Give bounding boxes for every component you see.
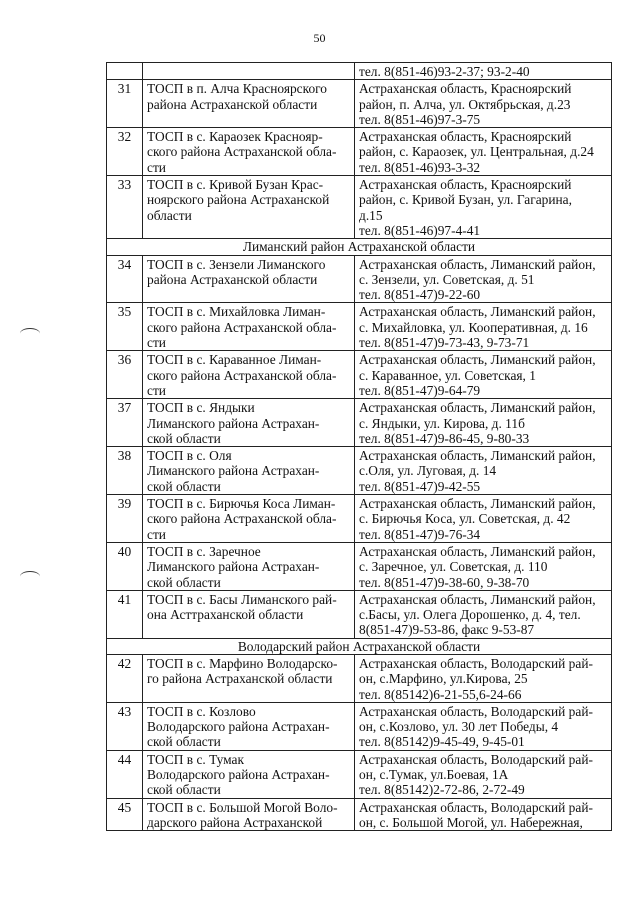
page-number: 50 <box>313 31 326 45</box>
address-line: Астраханская область, Лиманский район, <box>359 448 596 464</box>
org-name-line: ТОСП в п. Алча Красноярского <box>147 81 327 97</box>
org-name-line: ТОСП в с. Большой Могой Воло- <box>147 799 338 815</box>
org-name-cell <box>143 654 355 702</box>
punch-hole-mark-upper <box>20 328 40 339</box>
address-line: тел. 8(851-47)9-22-60 <box>359 287 481 303</box>
address-cell <box>355 750 612 798</box>
address-line: Астраханская область, Лиманский район, <box>359 543 596 559</box>
address-line: район, с. Караозек, ул. Центральная, д.24 <box>359 144 594 160</box>
punch-hole-mark-lower <box>20 571 40 582</box>
address-line: с.Басы, ул. Олега Дорошенко, д. 4, тел. <box>359 607 581 623</box>
address-cell <box>355 590 612 638</box>
org-name-line: сти <box>147 382 166 398</box>
table-row <box>107 176 612 239</box>
contact-line: тел. 8(851-46)93-2-37; 93-2-40 <box>359 64 530 79</box>
address-line: Астраханская область, Красноярский <box>359 81 572 97</box>
org-name-line: ТОСП в с. Яндыки <box>147 400 255 416</box>
org-name-line: ТОСП в с. Бирючья Коса Лиман- <box>147 496 336 512</box>
org-name-cell <box>143 63 355 80</box>
org-name-line: района Астраханской области <box>147 271 318 287</box>
org-name-line: района Астраханской области <box>147 96 318 112</box>
table-row <box>107 590 612 638</box>
table-row <box>107 80 612 128</box>
table-row <box>107 255 612 303</box>
organizations-table <box>106 62 612 831</box>
address-cell <box>355 128 612 176</box>
org-name-line: ской области <box>147 430 221 446</box>
address-cell <box>355 303 612 351</box>
address-line: с. Михайловка, ул. Кооперативная, д. 16 <box>359 319 588 335</box>
row-number: 39 <box>107 495 143 543</box>
address-line: тел. 8(85142)2-72-86, 2-72-49 <box>359 782 525 798</box>
address-cell <box>355 542 612 590</box>
org-name-cell <box>143 128 355 176</box>
table-row <box>107 702 612 750</box>
table-row <box>107 399 612 447</box>
org-name-line: ской области <box>147 734 221 750</box>
org-name-line: ского района Астраханской обла- <box>147 511 337 527</box>
address-line: Астраханская область, Володарский рай- <box>359 703 593 719</box>
address-line: район, с. Кривой Бузан, ул. Гагарина, <box>359 192 572 208</box>
section-title: Лиманский район Астраханской области <box>107 239 612 255</box>
address-line: Астраханская область, Лиманский район, <box>359 400 596 416</box>
org-name-line: ского района Астраханской обла- <box>147 319 337 335</box>
org-name-line: ской области <box>147 478 221 494</box>
address-line: он, с.Козлово, ул. 30 лет Победы, 4 <box>359 719 559 735</box>
address-cell <box>355 798 612 831</box>
org-name-line: ТОСП в с. Марфино Володарско- <box>147 655 338 671</box>
org-name-line: ТОСП в с. Басы Лиманского рай- <box>147 591 337 607</box>
org-name-line: она Асттраханской области <box>147 607 304 623</box>
table-row <box>107 447 612 495</box>
section-header-row <box>107 638 612 654</box>
org-name-cell <box>143 590 355 638</box>
org-name-line: ТОСП в с. Заречное <box>147 543 261 559</box>
address-line: Астраханская область, Володарский рай- <box>359 799 593 815</box>
address-line: тел. 8(851-47)9-42-55 <box>359 478 481 494</box>
address-cell <box>355 447 612 495</box>
address-line: с. Караванное, ул. Советская, 1 <box>359 367 536 383</box>
org-name-cell <box>143 255 355 303</box>
row-number: 31 <box>107 80 143 128</box>
row-number: 45 <box>107 798 143 831</box>
row-number: 42 <box>107 654 143 702</box>
org-name-line: го района Астраханской области <box>147 671 333 687</box>
org-name-line: ского района Астраханской обла- <box>147 367 337 383</box>
org-name-cell <box>143 351 355 399</box>
org-name-line: Лиманского района Астрахан- <box>147 559 320 575</box>
org-name-line: ской области <box>147 574 221 590</box>
address-line: тел. 8(851-47)9-64-79 <box>359 382 481 398</box>
org-name-line: ТОСП в с. Зензели Лиманского <box>147 256 326 272</box>
org-name-cell <box>143 303 355 351</box>
address-line: Астраханская область, Лиманский район, <box>359 256 596 272</box>
address-line: тел. 8(851-47)9-73-43, 9-73-71 <box>359 335 530 351</box>
org-name-line: области <box>147 207 192 223</box>
address-line: он, с.Тумак, ул.Боевая, 1А <box>359 767 509 783</box>
org-name-line: ТОСП в с. Козлово <box>147 703 256 719</box>
address-line: 8(851-47)9-53-86, факс 9-53-87 <box>359 622 535 638</box>
row-number: 40 <box>107 542 143 590</box>
address-cell <box>355 702 612 750</box>
address-line: с. Зензели, ул. Советская, д. 51 <box>359 271 535 287</box>
address-line: Астраханская область, Лиманский район, <box>359 304 596 320</box>
address-line: район, п. Алча, ул. Октябрьская, д.23 <box>359 96 571 112</box>
address-line: Астраханская область, Красноярский <box>359 177 572 193</box>
address-line: тел. 8(851-46)93-3-32 <box>359 159 481 175</box>
address-line: с. Заречное, ул. Советская, д. 110 <box>359 559 548 575</box>
table-row <box>107 542 612 590</box>
org-name-line: Лиманского района Астрахан- <box>147 415 320 431</box>
table-row <box>107 798 612 831</box>
address-line: с.Оля, ул. Луговая, д. 14 <box>359 463 497 479</box>
table-row <box>107 654 612 702</box>
org-name-cell <box>143 702 355 750</box>
row-number: 44 <box>107 750 143 798</box>
address-cell <box>355 654 612 702</box>
org-name-cell <box>143 80 355 128</box>
org-name-cell <box>143 176 355 239</box>
org-name-line: ТОСП в с. Оля <box>147 448 232 464</box>
table-row <box>107 495 612 543</box>
row-number: 38 <box>107 447 143 495</box>
row-number: 34 <box>107 255 143 303</box>
org-name-line: ТОСП в с. Караозек Краснояр- <box>147 129 323 145</box>
address-line: тел. 8(851-46)97-4-41 <box>359 222 481 238</box>
address-line: Астраханская область, Володарский рай- <box>359 655 593 671</box>
org-name-cell <box>143 750 355 798</box>
address-cell <box>355 63 612 80</box>
address-line: с. Бирючья Коса, ул. Советская, д. 42 <box>359 511 571 527</box>
address-line: он, с.Марфино, ул.Кирова, 25 <box>359 671 528 687</box>
table-row <box>107 351 612 399</box>
address-line: тел. 8(851-47)9-86-45, 9-80-33 <box>359 430 530 446</box>
row-number: 43 <box>107 702 143 750</box>
section-title: Володарский район Астраханской области <box>107 638 612 654</box>
row-number: 35 <box>107 303 143 351</box>
org-name-line: Володарского района Астрахан- <box>147 719 330 735</box>
org-name-cell <box>143 399 355 447</box>
address-line: с. Яндыки, ул. Кирова, д. 11б <box>359 415 525 431</box>
address-line: Астраханская область, Володарский рай- <box>359 751 593 767</box>
org-name-cell <box>143 798 355 831</box>
row-number: 37 <box>107 399 143 447</box>
org-name-line: ноярского района Астраханской <box>147 192 330 208</box>
table-row <box>107 303 612 351</box>
org-name-line: ТОСП в с. Михайловка Лиман- <box>147 304 326 320</box>
address-cell <box>355 399 612 447</box>
address-line: тел. 8(85142)9-45-49, 9-45-01 <box>359 734 525 750</box>
org-name-line: ТОСП в с. Кривой Бузан Крас- <box>147 177 324 193</box>
address-line: тел. 8(851-47)9-38-60, 9-38-70 <box>359 574 530 590</box>
org-name-line: ТОСП в с. Караванное Лиман- <box>147 352 322 368</box>
address-cell <box>355 176 612 239</box>
org-name-line: сти <box>147 335 166 351</box>
org-name-cell <box>143 542 355 590</box>
table-row <box>107 750 612 798</box>
table-row-continued <box>107 63 612 80</box>
table-row <box>107 128 612 176</box>
address-line: Астраханская область, Красноярский <box>359 129 572 145</box>
address-line: он, с. Большой Могой, ул. Набережная, <box>359 814 583 830</box>
org-name-line: сти <box>147 526 166 542</box>
address-line: Астраханская область, Лиманский район, <box>359 352 596 368</box>
org-name-line: ТОСП в с. Тумак <box>147 751 244 767</box>
row-number: 33 <box>107 176 143 239</box>
org-name-cell <box>143 447 355 495</box>
org-name-line: Володарского района Астрахан- <box>147 767 330 783</box>
address-line: тел. 8(85142)6-21-55,6-24-66 <box>359 686 522 702</box>
row-number: 41 <box>107 590 143 638</box>
address-cell <box>355 80 612 128</box>
address-cell <box>355 495 612 543</box>
address-cell <box>355 255 612 303</box>
org-name-cell <box>143 495 355 543</box>
address-line: тел. 8(851-46)97-3-75 <box>359 111 481 127</box>
row-number: 36 <box>107 351 143 399</box>
address-cell <box>355 351 612 399</box>
org-name-line: ской области <box>147 782 221 798</box>
org-name-line: дарского района Астраханской <box>147 814 323 830</box>
address-line: тел. 8(851-47)9-76-34 <box>359 526 481 542</box>
address-line: д.15 <box>359 207 383 223</box>
address-line: Астраханская область, Лиманский район, <box>359 591 596 607</box>
address-line: Астраханская область, Лиманский район, <box>359 496 596 512</box>
org-name-line: ского района Астраханской обла- <box>147 144 337 160</box>
org-name-line: Лиманского района Астрахан- <box>147 463 320 479</box>
row-number-cell <box>107 63 143 80</box>
org-name-line: сти <box>147 159 166 175</box>
section-header-row <box>107 239 612 255</box>
row-number: 32 <box>107 128 143 176</box>
